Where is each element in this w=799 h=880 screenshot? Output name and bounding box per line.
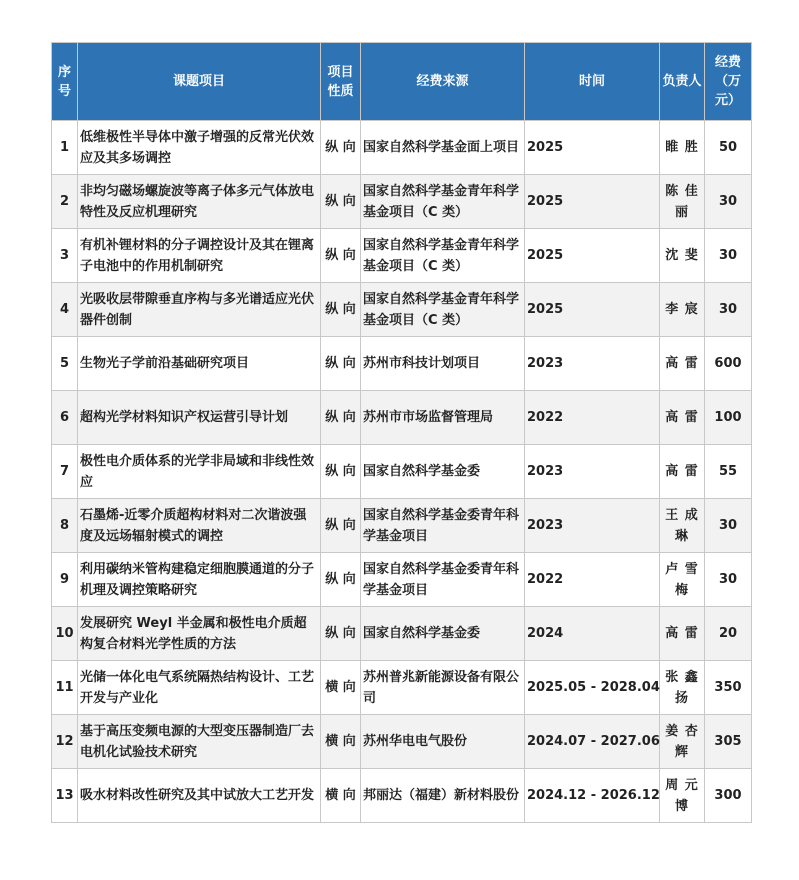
cell-time: 2024 <box>525 607 660 661</box>
cell-source: 邦丽达（福建）新材料股份 <box>361 769 525 823</box>
cell-person: 高 雷 <box>660 445 705 499</box>
table-row <box>52 769 752 823</box>
cell-time: 2025 <box>525 121 660 175</box>
cell-amount: 30 <box>705 499 752 553</box>
cell-person: 沈 斐 <box>660 229 705 283</box>
cell-amount: 30 <box>705 229 752 283</box>
cell-amount: 300 <box>705 769 752 823</box>
cell-person: 王 成 琳 <box>660 499 705 553</box>
table-row <box>52 553 752 607</box>
cell-time: 2025 <box>525 175 660 229</box>
cell-no: 10 <box>52 607 78 661</box>
cell-amount: 30 <box>705 175 752 229</box>
table-row <box>52 607 752 661</box>
table-row <box>52 661 752 715</box>
table-row <box>52 337 752 391</box>
table-row <box>52 121 752 175</box>
cell-source: 苏州华电电气股份 <box>361 715 525 769</box>
cell-title: 发展研究 Weyl 半金属和极性电介质超构复合材料光学性质的方法 <box>78 607 321 661</box>
header-person: 负责人 <box>660 43 705 121</box>
header-time: 时间 <box>525 43 660 121</box>
cell-amount: 305 <box>705 715 752 769</box>
cell-person: 睢 胜 <box>660 121 705 175</box>
cell-no: 1 <box>52 121 78 175</box>
cell-source: 国家自然科学基金委青年科学基金项目 <box>361 553 525 607</box>
cell-time: 2023 <box>525 445 660 499</box>
cell-title: 基于高压变频电源的大型变压器制造厂去电机化试验技术研究 <box>78 715 321 769</box>
cell-no: 8 <box>52 499 78 553</box>
cell-source: 国家自然科学基金委 <box>361 445 525 499</box>
cell-nature: 纵 向 <box>321 175 361 229</box>
cell-time: 2024.07 - 2027.06 <box>525 715 660 769</box>
cell-person: 高 雷 <box>660 337 705 391</box>
cell-title: 生物光子学前沿基础研究项目 <box>78 337 321 391</box>
table-row <box>52 229 752 283</box>
cell-person: 高 雷 <box>660 607 705 661</box>
cell-nature: 纵 向 <box>321 607 361 661</box>
cell-source: 国家自然科学基金面上项目 <box>361 121 525 175</box>
cell-no: 2 <box>52 175 78 229</box>
header-amount: 经费（万元） <box>705 43 752 121</box>
cell-amount: 30 <box>705 283 752 337</box>
cell-nature: 纵 向 <box>321 283 361 337</box>
table-row <box>52 445 752 499</box>
cell-nature: 纵 向 <box>321 337 361 391</box>
header-source: 经费来源 <box>361 43 525 121</box>
cell-nature: 纵 向 <box>321 121 361 175</box>
cell-nature: 纵 向 <box>321 553 361 607</box>
cell-source: 苏州市市场监督管理局 <box>361 391 525 445</box>
cell-nature: 纵 向 <box>321 229 361 283</box>
table-row <box>52 175 752 229</box>
cell-source: 国家自然科学基金委青年科学基金项目 <box>361 499 525 553</box>
header-nature: 项目性质 <box>321 43 361 121</box>
cell-amount: 600 <box>705 337 752 391</box>
cell-nature: 横 向 <box>321 769 361 823</box>
cell-source: 国家自然科学基金青年科学基金项目（C 类） <box>361 283 525 337</box>
cell-time: 2023 <box>525 499 660 553</box>
cell-time: 2022 <box>525 553 660 607</box>
table-body <box>52 121 752 823</box>
cell-title: 利用碳纳米管构建稳定细胞膜通道的分子机理及调控策略研究 <box>78 553 321 607</box>
cell-time: 2025 <box>525 283 660 337</box>
cell-no: 4 <box>52 283 78 337</box>
cell-title: 有机补锂材料的分子调控设计及其在锂离子电池中的作用机制研究 <box>78 229 321 283</box>
cell-title: 光吸收层带隙垂直序构与多光谱适应光伏器件创制 <box>78 283 321 337</box>
cell-title: 石墨烯-近零介质超构材料对二次谐波强度及远场辐射模式的调控 <box>78 499 321 553</box>
cell-title: 极性电介质体系的光学非局域和非线性效应 <box>78 445 321 499</box>
cell-person: 高 雷 <box>660 391 705 445</box>
cell-nature: 纵 向 <box>321 391 361 445</box>
cell-no: 11 <box>52 661 78 715</box>
cell-title: 超构光学材料知识产权运营引导计划 <box>78 391 321 445</box>
cell-nature: 纵 向 <box>321 499 361 553</box>
cell-amount: 30 <box>705 553 752 607</box>
cell-source: 国家自然科学基金委 <box>361 607 525 661</box>
cell-source: 国家自然科学基金青年科学基金项目（C 类） <box>361 175 525 229</box>
cell-time: 2025.05 - 2028.04 <box>525 661 660 715</box>
cell-nature: 横 向 <box>321 715 361 769</box>
cell-nature: 横 向 <box>321 661 361 715</box>
cell-amount: 50 <box>705 121 752 175</box>
cell-no: 5 <box>52 337 78 391</box>
cell-time: 2023 <box>525 337 660 391</box>
cell-amount: 100 <box>705 391 752 445</box>
table-header-row <box>52 43 752 121</box>
cell-nature: 纵 向 <box>321 445 361 499</box>
cell-person: 陈 佳 丽 <box>660 175 705 229</box>
cell-person: 姜 杏 辉 <box>660 715 705 769</box>
table-row <box>52 283 752 337</box>
cell-amount: 55 <box>705 445 752 499</box>
cell-person: 李 宸 <box>660 283 705 337</box>
table-row <box>52 715 752 769</box>
cell-no: 7 <box>52 445 78 499</box>
header-title: 课题项目 <box>78 43 321 121</box>
cell-no: 6 <box>52 391 78 445</box>
cell-source: 国家自然科学基金青年科学基金项目（C 类） <box>361 229 525 283</box>
header-no: 序号 <box>52 43 78 121</box>
cell-amount: 20 <box>705 607 752 661</box>
cell-no: 9 <box>52 553 78 607</box>
cell-title: 低维极性半导体中激子增强的反常光伏效应及其多场调控 <box>78 121 321 175</box>
cell-title: 非均匀磁场螺旋波等离子体多元气体放电特性及反应机理研究 <box>78 175 321 229</box>
projects-table <box>51 42 752 823</box>
cell-person: 周 元 博 <box>660 769 705 823</box>
cell-no: 12 <box>52 715 78 769</box>
table-row <box>52 499 752 553</box>
cell-no: 3 <box>52 229 78 283</box>
cell-no: 13 <box>52 769 78 823</box>
cell-source: 苏州普兆新能源设备有限公司 <box>361 661 525 715</box>
cell-person: 卢 雪 梅 <box>660 553 705 607</box>
cell-source: 苏州市科技计划项目 <box>361 337 525 391</box>
cell-time: 2022 <box>525 391 660 445</box>
cell-title: 光储一体化电气系统隔热结构设计、工艺开发与产业化 <box>78 661 321 715</box>
cell-person: 张 鑫 扬 <box>660 661 705 715</box>
cell-title: 吸水材料改性研究及其中试放大工艺开发 <box>78 769 321 823</box>
cell-amount: 350 <box>705 661 752 715</box>
table-row <box>52 391 752 445</box>
cell-time: 2025 <box>525 229 660 283</box>
cell-time: 2024.12 - 2026.12 <box>525 769 660 823</box>
